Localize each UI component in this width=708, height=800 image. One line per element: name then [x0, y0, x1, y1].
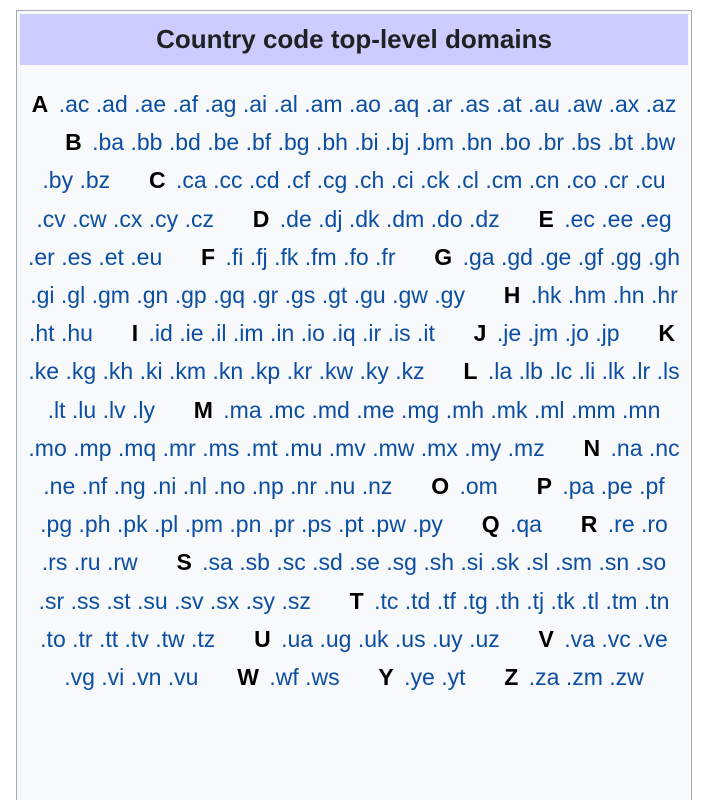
domain-link-si[interactable]: .si	[460, 549, 484, 576]
domain-link-bm[interactable]: .bm	[415, 129, 455, 156]
navbox-title: Country code top-level domains	[20, 14, 688, 65]
domain-link-sr[interactable]: .sr	[38, 587, 65, 614]
domain-link-af[interactable]: .af	[172, 91, 199, 117]
domain-link-tf[interactable]: .tf	[436, 587, 456, 614]
domain-link-tc[interactable]: .tc	[374, 587, 399, 614]
domain-link-wf[interactable]: .wf	[269, 664, 299, 691]
group-letter-s: S	[176, 549, 192, 576]
domain-link-bn[interactable]: .bn	[460, 129, 493, 156]
domain-link-pa[interactable]: .pa	[562, 473, 595, 500]
domain-link-mh[interactable]: .mh	[445, 396, 485, 423]
domain-link-zw[interactable]: .zw	[609, 664, 644, 691]
domain-link-ls[interactable]: .ls	[656, 358, 680, 385]
domain-link-mn[interactable]: .mn	[622, 396, 661, 423]
domain-link-gq[interactable]: .gq	[213, 282, 246, 309]
domain-link-gl[interactable]: .gl	[60, 282, 86, 309]
domain-link-sn[interactable]: .sn	[598, 549, 630, 576]
domain-link-nf[interactable]: .nf	[81, 473, 108, 500]
domain-link-eg[interactable]: .eg	[639, 205, 672, 232]
domain-link-tl[interactable]: .tl	[581, 587, 600, 614]
domain-link-pk[interactable]: .pk	[116, 511, 148, 538]
domain-link-fk[interactable]: .fk	[274, 243, 299, 270]
domain-link-my[interactable]: .my	[464, 434, 502, 461]
domain-link-lt[interactable]: .lt	[47, 396, 66, 423]
domain-link-pn[interactable]: .pn	[229, 511, 262, 538]
domain-link-tw[interactable]: .tw	[155, 625, 185, 652]
domain-link-aw[interactable]: .aw	[566, 91, 603, 117]
domain-link-na[interactable]: .na	[610, 434, 643, 461]
domain-link-gp[interactable]: .gp	[174, 282, 207, 309]
domain-link-rw[interactable]: .rw	[106, 549, 138, 576]
domain-link-sb[interactable]: .sb	[239, 549, 270, 576]
domain-link-id[interactable]: .id	[148, 320, 173, 347]
domain-link-mv[interactable]: .mv	[328, 434, 366, 461]
group-letter-v: V	[538, 625, 554, 652]
domain-link-ac[interactable]: .ac	[58, 91, 90, 117]
domain-link-ph[interactable]: .ph	[78, 511, 111, 538]
domain-link-ax[interactable]: .ax	[608, 91, 640, 117]
domain-link-ni[interactable]: .ni	[152, 473, 177, 500]
domain-link-ws[interactable]: .ws	[305, 664, 340, 691]
domain-link-iq[interactable]: .iq	[331, 320, 356, 347]
group-letter-d: D	[252, 205, 270, 232]
domain-link-ug[interactable]: .ug	[319, 625, 352, 652]
domain-link-kh[interactable]: .kh	[102, 358, 134, 385]
domain-link-cc[interactable]: .cc	[213, 167, 243, 194]
domain-link-ar[interactable]: .ar	[425, 91, 453, 117]
group-letter-f: F	[201, 243, 216, 270]
domain-link-kn[interactable]: .kn	[212, 358, 244, 385]
domain-link-rs[interactable]: .rs	[41, 549, 68, 576]
domain-link-gh[interactable]: .gh	[648, 243, 681, 270]
domain-link-ky[interactable]: .ky	[359, 358, 389, 385]
domain-link-mm[interactable]: .mm	[570, 396, 616, 423]
domain-link-gr[interactable]: .gr	[251, 282, 279, 309]
group-letter-b: B	[65, 129, 82, 156]
group-letter-i: I	[131, 320, 139, 347]
domain-link-tk[interactable]: .tk	[550, 587, 575, 614]
domain-link-al[interactable]: .al	[273, 91, 298, 117]
domain-link-uy[interactable]: .uy	[431, 625, 463, 652]
group-letter-w: W	[237, 664, 259, 691]
domain-link-bo[interactable]: .bo	[498, 129, 531, 156]
domain-link-bt[interactable]: .bt	[607, 129, 634, 156]
domain-link-ck[interactable]: .ck	[420, 167, 450, 194]
domain-link-ai[interactable]: .ai	[242, 91, 268, 117]
domain-link-tn[interactable]: .tn	[643, 587, 670, 614]
domain-link-fj[interactable]: .fj	[249, 243, 268, 270]
domain-link-va[interactable]: .va	[564, 625, 595, 652]
group-letter-h: H	[503, 282, 521, 309]
domain-link-nu[interactable]: .nu	[323, 473, 356, 500]
domain-link-er[interactable]: .er	[28, 243, 55, 270]
domain-link-at[interactable]: .at	[496, 91, 522, 117]
domain-link-cd[interactable]: .cd	[248, 167, 280, 194]
domain-link-tm[interactable]: .tm	[605, 587, 638, 614]
domain-link-az[interactable]: .az	[645, 91, 677, 117]
domain-link-mk[interactable]: .mk	[490, 396, 528, 423]
domain-link-vu[interactable]: .vu	[167, 664, 199, 691]
domain-link-pl[interactable]: .pl	[153, 511, 179, 538]
domain-link-vc[interactable]: .vc	[601, 625, 631, 652]
domain-link-mx[interactable]: .mx	[420, 434, 458, 461]
domain-link-ru[interactable]: .ru	[73, 549, 101, 576]
domain-link-zm[interactable]: .zm	[565, 664, 603, 691]
domain-link-mp[interactable]: .mp	[73, 434, 112, 461]
domain-link-ao[interactable]: .ao	[348, 91, 381, 117]
domain-link-ve[interactable]: .ve	[637, 625, 668, 652]
domain-link-np[interactable]: .np	[251, 473, 284, 500]
domain-link-am[interactable]: .am	[304, 91, 343, 117]
domain-link-fr[interactable]: .fr	[375, 243, 396, 270]
group-letter-g: G	[434, 243, 453, 270]
domain-link-bd[interactable]: .bd	[168, 129, 201, 156]
domain-link-nc[interactable]: .nc	[648, 434, 680, 461]
domain-link-vn[interactable]: .vn	[130, 664, 162, 691]
domain-link-ie[interactable]: .ie	[179, 320, 204, 347]
domain-link-ba[interactable]: .ba	[92, 129, 125, 156]
domain-link-pf[interactable]: .pf	[639, 473, 665, 500]
domain-link-dk[interactable]: .dk	[348, 205, 380, 232]
domain-link-gg[interactable]: .gg	[609, 243, 642, 270]
domain-link-ua[interactable]: .ua	[281, 625, 314, 652]
ccTLD-navbox	[16, 10, 692, 800]
domain-link-vg[interactable]: .vg	[64, 664, 95, 691]
domain-link-kz[interactable]: .kz	[395, 358, 425, 385]
domain-link-nr[interactable]: .nr	[290, 473, 317, 500]
domain-link-kw[interactable]: .kw	[318, 358, 354, 385]
domain-link-cv[interactable]: .cv	[36, 205, 66, 232]
domain-link-bi[interactable]: .bi	[354, 129, 379, 156]
domain-link-gy[interactable]: .gy	[434, 282, 465, 309]
domain-link-jp[interactable]: .jp	[595, 320, 620, 347]
domain-link-il[interactable]: .il	[209, 320, 227, 347]
domain-link-ly[interactable]: .ly	[131, 396, 155, 423]
domain-link-pe[interactable]: .pe	[600, 473, 633, 500]
domain-link-pw[interactable]: .pw	[370, 511, 406, 538]
group-letter-k: K	[658, 320, 675, 347]
domain-link-cu[interactable]: .cu	[634, 167, 666, 194]
domain-link-sl[interactable]: .sl	[525, 549, 549, 576]
domain-link-br[interactable]: .br	[537, 129, 565, 156]
domain-link-gn[interactable]: .gn	[136, 282, 169, 309]
domain-link-tz[interactable]: .tz	[191, 625, 216, 652]
domain-link-sz[interactable]: .sz	[281, 587, 311, 614]
group-letter-z: Z	[504, 664, 519, 691]
domain-list	[28, 85, 680, 696]
domain-link-lb[interactable]: .lb	[518, 358, 543, 385]
domain-link-nz[interactable]: .nz	[361, 473, 393, 500]
domain-link-se[interactable]: .se	[349, 549, 380, 576]
domain-link-ca[interactable]: .ca	[175, 167, 207, 194]
domain-link-sk[interactable]: .sk	[489, 549, 520, 576]
group-letter-r: R	[580, 511, 598, 538]
domain-link-ro[interactable]: .ro	[641, 511, 668, 538]
domain-link-jo[interactable]: .jo	[564, 320, 589, 347]
domain-link-bz[interactable]: .bz	[79, 167, 111, 194]
domain-link-bb[interactable]: .bb	[130, 129, 163, 156]
domain-link-be[interactable]: .be	[207, 129, 240, 156]
domain-link-ag[interactable]: .ag	[204, 91, 237, 117]
domain-link-es[interactable]: .es	[61, 243, 92, 270]
domain-link-fm[interactable]: .fm	[304, 243, 337, 270]
domain-link-tv[interactable]: .tv	[124, 625, 149, 652]
domain-link-bf[interactable]: .bf	[245, 129, 272, 156]
domain-link-sh[interactable]: .sh	[423, 549, 455, 576]
domain-link-ye[interactable]: .ye	[404, 664, 435, 691]
domain-link-yt[interactable]: .yt	[441, 664, 466, 691]
domain-link-sg[interactable]: .sg	[386, 549, 417, 576]
group-letter-y: Y	[378, 664, 394, 691]
domain-link-mr[interactable]: .mr	[162, 434, 196, 461]
domain-link-ir[interactable]: .ir	[362, 320, 382, 347]
domain-link-et[interactable]: .et	[98, 243, 124, 270]
domain-link-ki[interactable]: .ki	[139, 358, 163, 385]
domain-link-by[interactable]: .by	[42, 167, 74, 194]
domain-link-lr[interactable]: .lr	[631, 358, 651, 385]
domain-link-mc[interactable]: .mc	[268, 396, 306, 423]
domain-link-so[interactable]: .so	[635, 549, 667, 576]
group-letter-t: T	[349, 587, 364, 614]
domain-link-kp[interactable]: .kp	[249, 358, 281, 385]
domain-link-lu[interactable]: .lu	[71, 396, 97, 423]
domain-link-cf[interactable]: .cf	[285, 167, 311, 194]
domain-link-fo[interactable]: .fo	[343, 243, 369, 270]
group-letter-j: J	[473, 320, 487, 347]
domain-link-cm[interactable]: .cm	[485, 167, 523, 194]
domain-link-ss[interactable]: .ss	[70, 587, 100, 614]
domain-link-ht[interactable]: .ht	[29, 320, 55, 347]
domain-link-ad[interactable]: .ad	[95, 91, 128, 117]
domain-link-sy[interactable]: .sy	[245, 587, 276, 614]
domain-link-gs[interactable]: .gs	[284, 282, 316, 309]
domain-link-cn[interactable]: .cn	[528, 167, 560, 194]
domain-link-gu[interactable]: .gu	[353, 282, 386, 309]
domain-link-pg[interactable]: .pg	[40, 511, 73, 538]
domain-link-ae[interactable]: .ae	[134, 91, 167, 117]
domain-link-sd[interactable]: .sd	[312, 549, 343, 576]
domain-link-re[interactable]: .re	[607, 511, 635, 538]
domain-link-mw[interactable]: .mw	[372, 434, 415, 461]
domain-link-in[interactable]: .in	[269, 320, 295, 347]
group-letter-o: O	[431, 473, 450, 500]
domain-link-io[interactable]: .io	[300, 320, 325, 347]
domain-link-tr[interactable]: .tr	[72, 625, 93, 652]
domain-link-no[interactable]: .no	[213, 473, 246, 500]
domain-link-pr[interactable]: .pr	[267, 511, 295, 538]
domain-link-cx[interactable]: .cx	[113, 205, 143, 232]
domain-link-mo[interactable]: .mo	[28, 434, 67, 461]
domain-link-fi[interactable]: .fi	[225, 243, 244, 270]
domain-link-cw[interactable]: .cw	[72, 205, 107, 232]
domain-link-bs[interactable]: .bs	[570, 129, 602, 156]
domain-link-ci[interactable]: .ci	[390, 167, 414, 194]
domain-link-bw[interactable]: .bw	[639, 129, 676, 156]
domain-link-cg[interactable]: .cg	[316, 167, 348, 194]
domain-link-lk[interactable]: .lk	[601, 358, 625, 385]
domain-link-cy[interactable]: .cy	[148, 205, 179, 232]
domain-link-bh[interactable]: .bh	[315, 129, 348, 156]
domain-link-sm[interactable]: .sm	[554, 549, 593, 576]
domain-link-ng[interactable]: .ng	[113, 473, 146, 500]
domain-link-ml[interactable]: .ml	[533, 396, 565, 423]
domain-link-to[interactable]: .to	[40, 625, 66, 652]
domain-link-hm[interactable]: .hm	[567, 282, 607, 309]
domain-link-vi[interactable]: .vi	[101, 664, 125, 691]
domain-link-gw[interactable]: .gw	[392, 282, 428, 309]
domain-link-ee[interactable]: .ee	[601, 205, 634, 232]
domain-link-th[interactable]: .th	[494, 587, 520, 614]
domain-link-kg[interactable]: .kg	[65, 358, 97, 385]
domain-link-ga[interactable]: .ga	[462, 243, 495, 270]
domain-link-bj[interactable]: .bj	[385, 129, 410, 156]
domain-link-gd[interactable]: .gd	[500, 243, 533, 270]
domain-link-jm[interactable]: .jm	[527, 320, 559, 347]
domain-link-uk[interactable]: .uk	[357, 625, 389, 652]
domain-link-td[interactable]: .td	[404, 587, 431, 614]
domain-link-je[interactable]: .je	[496, 320, 522, 347]
domain-link-ge[interactable]: .ge	[539, 243, 572, 270]
domain-link-ec[interactable]: .ec	[564, 205, 595, 232]
domain-link-hu[interactable]: .hu	[60, 320, 93, 347]
domain-link-lc[interactable]: .lc	[549, 358, 573, 385]
domain-link-dz[interactable]: .dz	[469, 205, 500, 232]
domain-link-gt[interactable]: .gt	[321, 282, 348, 309]
domain-link-ch[interactable]: .ch	[353, 167, 385, 194]
domain-link-dm[interactable]: .dm	[385, 205, 425, 232]
domain-link-kr[interactable]: .kr	[286, 358, 313, 385]
group-letter-l: L	[463, 358, 478, 385]
domain-link-hn[interactable]: .hn	[612, 282, 645, 309]
domain-link-ke[interactable]: .ke	[28, 358, 60, 385]
domain-link-bg[interactable]: .bg	[277, 129, 310, 156]
domain-link-pm[interactable]: .pm	[184, 511, 223, 538]
domain-link-hk[interactable]: .hk	[530, 282, 562, 309]
group-letter-c: C	[148, 167, 166, 194]
domain-link-it[interactable]: .it	[416, 320, 435, 347]
domain-link-cz[interactable]: .cz	[184, 205, 214, 232]
domain-link-us[interactable]: .us	[394, 625, 426, 652]
domain-link-za[interactable]: .za	[528, 664, 560, 691]
domain-link-uz[interactable]: .uz	[469, 625, 500, 652]
group-letter-e: E	[538, 205, 554, 232]
domain-link-nl[interactable]: .nl	[182, 473, 207, 500]
domain-link-lv[interactable]: .lv	[102, 396, 126, 423]
domain-link-li[interactable]: .li	[578, 358, 596, 385]
domain-link-py[interactable]: .py	[412, 511, 443, 538]
domain-link-mu[interactable]: .mu	[284, 434, 323, 461]
group-letter-p: P	[536, 473, 552, 500]
group-letter-a: A	[31, 91, 49, 117]
domain-link-cr[interactable]: .cr	[602, 167, 629, 194]
domain-link-de[interactable]: .de	[279, 205, 312, 232]
domain-link-mt[interactable]: .mt	[245, 434, 278, 461]
domain-link-om[interactable]: .om	[459, 473, 498, 500]
domain-link-sv[interactable]: .sv	[174, 587, 204, 614]
domain-link-im[interactable]: .im	[232, 320, 264, 347]
domain-link-md[interactable]: .md	[311, 396, 350, 423]
domain-link-cl[interactable]: .cl	[455, 167, 479, 194]
domain-link-ms[interactable]: .ms	[202, 434, 240, 461]
domain-link-is[interactable]: .is	[387, 320, 411, 347]
domain-link-la[interactable]: .la	[487, 358, 513, 385]
domain-link-st[interactable]: .st	[106, 587, 131, 614]
domain-link-pt[interactable]: .pt	[338, 511, 364, 538]
domain-link-aq[interactable]: .aq	[387, 91, 420, 117]
domain-link-me[interactable]: .me	[356, 396, 395, 423]
domain-link-sc[interactable]: .sc	[276, 549, 306, 576]
domain-link-tg[interactable]: .tg	[462, 587, 488, 614]
domain-link-ma[interactable]: .ma	[223, 396, 262, 423]
domain-link-su[interactable]: .su	[137, 587, 168, 614]
domain-link-tj[interactable]: .tj	[526, 587, 545, 614]
group-letter-u: U	[254, 625, 271, 652]
domain-link-co[interactable]: .co	[565, 167, 597, 194]
domain-link-ne[interactable]: .ne	[43, 473, 76, 500]
domain-link-km[interactable]: .km	[169, 358, 207, 385]
domain-link-mz[interactable]: .mz	[507, 434, 545, 461]
group-letter-q: Q	[481, 511, 500, 538]
domain-link-gi[interactable]: .gi	[30, 282, 55, 309]
domain-link-gf[interactable]: .gf	[577, 243, 604, 270]
domain-link-hr[interactable]: .hr	[650, 282, 678, 309]
group-letter-m: M	[193, 396, 213, 423]
group-letter-n: N	[583, 434, 601, 461]
domain-link-eu[interactable]: .eu	[130, 243, 163, 270]
domain-link-gm[interactable]: .gm	[91, 282, 130, 309]
domain-link-dj[interactable]: .dj	[318, 205, 343, 232]
domain-link-sa[interactable]: .sa	[202, 549, 233, 576]
domain-link-mq[interactable]: .mq	[117, 434, 157, 461]
domain-link-tt[interactable]: .tt	[98, 625, 119, 652]
domain-link-sx[interactable]: .sx	[209, 587, 240, 614]
domain-link-as[interactable]: .as	[458, 91, 490, 117]
domain-link-qa[interactable]: .qa	[509, 511, 542, 538]
domain-link-ps[interactable]: .ps	[301, 511, 332, 538]
domain-link-do[interactable]: .do	[430, 205, 463, 232]
domain-link-mg[interactable]: .mg	[400, 396, 440, 423]
domain-link-au[interactable]: .au	[528, 91, 560, 117]
